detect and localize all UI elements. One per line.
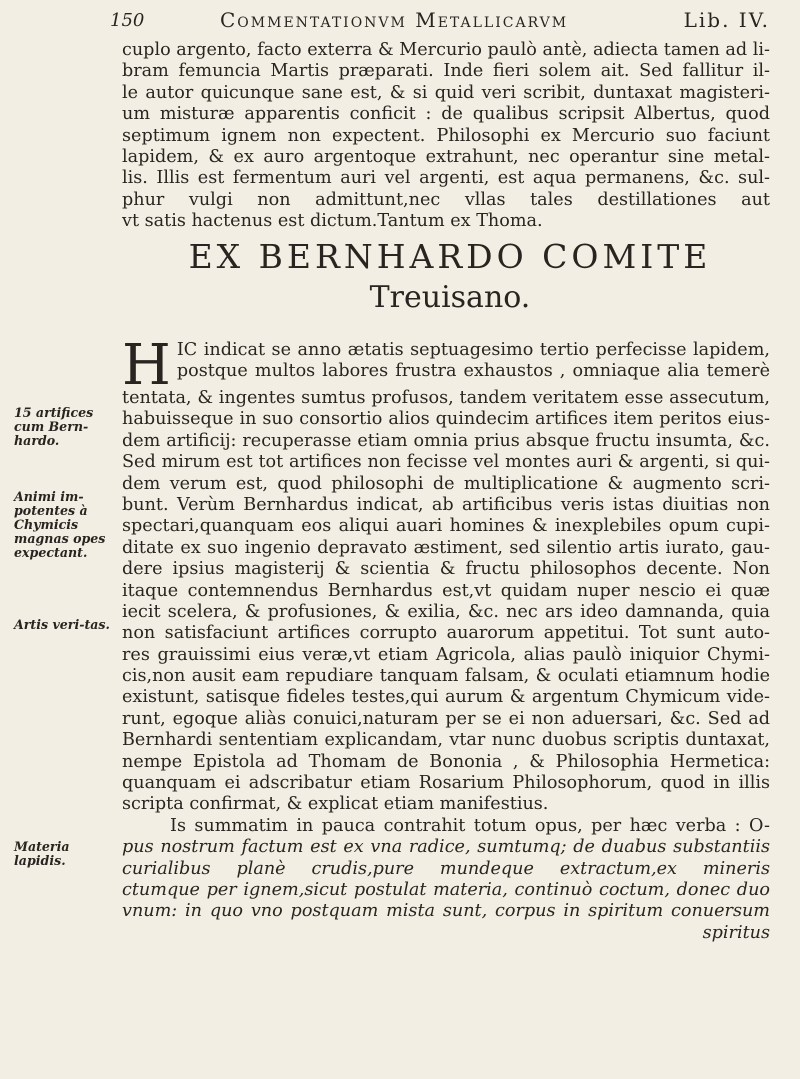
text-line: spectari,quanquam eos aliqui auari homines & inexplebiles opum cupi- bbox=[122, 516, 770, 537]
text-line: Is summatim in pauca contrahit totum opus, per hæc verba : O- bbox=[170, 815, 770, 836]
text-line: dere ipsius magisterij & scientia & fructu philosophos decente. Non bbox=[122, 559, 770, 580]
text-line: existunt, satisque fideles testes,qui aurum & argentum Chymicum vide- bbox=[122, 687, 770, 708]
text-line: dem verum est, quod philosophi de multiplicatione & augmento scri- bbox=[122, 473, 770, 494]
text-line: res grauissimi eius veræ,vt etiam Agricola, alias paulò iniquior Chymi- bbox=[122, 644, 770, 665]
text-line: bram femuncia Martis præparati. Inde fieri solem ait. Sed fallitur il- bbox=[122, 61, 770, 82]
text-line: dem artificij: recuperasse etiam omnia prius absque fructu insumta, &c. bbox=[122, 430, 770, 451]
book-number: Lib. IV. bbox=[683, 8, 770, 32]
text-line: tentata, & ingentes sumtus profusos, tandem veritatem esse assecutum, bbox=[122, 388, 770, 408]
text-line: iecit scelera, & profusiones, & exilia, &c. nec ars ideo damnanda, quia bbox=[122, 601, 770, 622]
text-line: quanquam ei adscribatur etiam Rosarium Philosophorum, quod in illis bbox=[122, 773, 770, 794]
drop-capital: H bbox=[122, 333, 171, 398]
margin-note: Animi im-potentes à Chymicis magnas opes expectant. bbox=[14, 489, 106, 560]
text-line: ditate ex suo ingenio depravato æstiment, sed silentio artis iurato, gau- bbox=[122, 537, 770, 558]
page-number: 150 bbox=[110, 10, 145, 31]
text-line: IC indicat se anno ætatis septuagesimo tertio perfecisse lapidem, bbox=[176, 340, 770, 360]
text-line: Sed mirum est tot artifices non fecisse vel montes auri & argenti, si qui- bbox=[122, 452, 770, 473]
margin-note: Materia lapidis. bbox=[14, 839, 70, 868]
text-line: um misturæ apparentis conficit : de qualibus scripsit Albertus, quod bbox=[122, 104, 770, 125]
text-line: habuisseque in suo consortio alios quindecim artifices item peritos eius- bbox=[122, 409, 770, 430]
text-line: curialibus planè crudis,pure mundeque extractum,ex mineris bbox=[122, 858, 770, 879]
margin-note: 15 artifices cum Bern-hardo. bbox=[14, 405, 94, 448]
text-line: postque multos labores frustra exhaustos , omniaque alia temerè bbox=[176, 361, 770, 382]
text-line: septimum ignem non expectent. Philosophi ex Mercurio suo faciunt bbox=[122, 125, 770, 146]
margin-note: Artis veri-tas. bbox=[14, 617, 110, 632]
intro-paragraph bbox=[122, 40, 770, 233]
text-line: cis,non ausit eam repudiare tanquam falsam, & oculati etiamnum hodie bbox=[122, 666, 770, 687]
page-header bbox=[110, 8, 770, 38]
section-title: EX BERNHARDO COMITE bbox=[188, 237, 712, 276]
text-line: cuplo argento, facto exterra & Mercurio paulò antè, adiecta tamen ad li- bbox=[122, 40, 770, 60]
text-line: itaque contemnendus Bernhardus est,vt quidam nuper nescio ei quæ bbox=[122, 580, 770, 601]
catchword: spiritus bbox=[702, 922, 770, 943]
text-line: le autor quicunque sane est, & si quid veri scribit, duntaxat magisteri- bbox=[122, 82, 770, 103]
section-subtitle: Treuisano. bbox=[369, 280, 531, 315]
text-line: lis. Illis est fermentum auri vel argenti, est aqua permanens, &c. sul- bbox=[122, 168, 770, 189]
text-line: lapidem, & ex auro argentoque extrahunt, nec operantur sine metal- bbox=[122, 146, 770, 167]
text-line: scripta confirmat, & explicat etiam manifestius. bbox=[122, 794, 549, 815]
text-line: Bernhardi sententiam explicandam, vtar nunc duobus scriptis duntaxat, bbox=[122, 730, 770, 751]
text-line: nempe Epistola ad Thomam de Bononia , & Philosophia Hermetica: bbox=[122, 751, 770, 772]
text-line: phur vulgi non admittunt,nec vllas tales destillationes aut bbox=[122, 189, 770, 210]
text-line: bunt. Verùm Bernhardus indicat, ab artificibus veris istas diuitias non bbox=[122, 494, 770, 515]
text-line: vt satis hactenus est dictum.Tantum ex Thoma. bbox=[122, 211, 543, 232]
text-line: vnum: in quo vno postquam mista sunt, corpus in spiritum conuersum bbox=[122, 901, 770, 922]
main-paragraph bbox=[122, 333, 770, 944]
text-line: ctumque per ignem,sicut postulat materia, continuò coctum, donec duo bbox=[122, 879, 770, 900]
text-line: pus nostrum factum est ex vna radice, sumtumq; de duabus substantiis bbox=[122, 837, 770, 858]
text-line: non satisfaciunt artifices corrupto auarorum appetitui. Tot sunt auto- bbox=[122, 623, 770, 644]
text-line: runt, egoque aliàs conuici,naturam per se ei non aduersari, &c. Sed ad bbox=[122, 708, 770, 729]
running-title: Commentationvm Metallicarvm bbox=[220, 8, 569, 32]
